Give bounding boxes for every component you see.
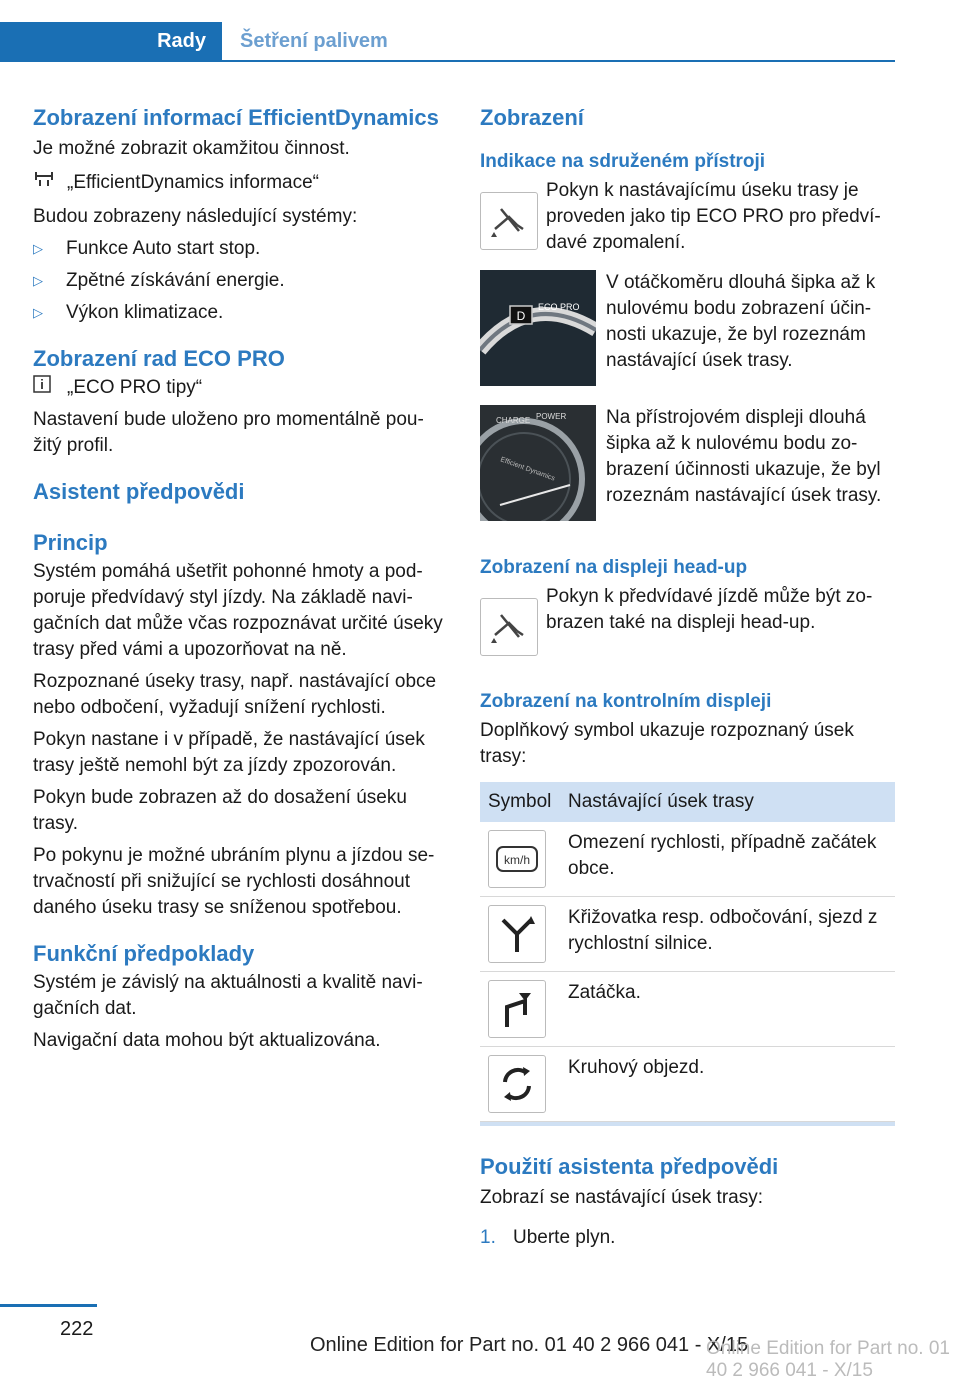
table-row: Zatáčka. bbox=[480, 972, 895, 1047]
paragraph: Po pokynu je možné ubráním plynu a jízdou se‐trvačností při snižující se rychlosti dosáhnout daného úseku trasy se sníženou spotřebou. bbox=[33, 845, 435, 918]
tachometer-photo bbox=[480, 270, 606, 391]
efficient-dynamics-label: Efficient Dynamics bbox=[499, 456, 556, 483]
left-column bbox=[33, 100, 449, 1054]
tachometer-image bbox=[480, 270, 596, 386]
heading-predictive-assistant: Asistent předpovědi bbox=[33, 479, 245, 504]
instrument-display-photo bbox=[480, 405, 606, 526]
paragraph: Navigační data mohou být aktualizována. bbox=[33, 1030, 381, 1051]
page-number: 222 bbox=[60, 1318, 94, 1340]
roundabout-icon bbox=[488, 1055, 546, 1113]
systems-list bbox=[33, 236, 449, 326]
bullet-triangle-icon: ▷ bbox=[33, 305, 43, 320]
curve-icon bbox=[488, 980, 546, 1038]
table-row: Křižovatka resp. odbočování, sjezd z rychlostní silnice. bbox=[480, 897, 895, 972]
symbol-table bbox=[480, 782, 895, 1122]
menu-entry-info: „EfficientDynamics informace“ bbox=[33, 168, 449, 198]
heading-control-display: Zobrazení na kontrolním displeji bbox=[480, 691, 772, 712]
gear-indicator: D bbox=[516, 309, 526, 323]
power-label: POWER bbox=[536, 412, 567, 421]
table-row: Kruhový objezd. bbox=[480, 1047, 895, 1122]
step-number: 1. bbox=[480, 1227, 496, 1248]
chapter-tab[interactable]: Rady bbox=[0, 22, 222, 62]
charge-label: CHARGE bbox=[496, 416, 531, 425]
page-number-rule bbox=[0, 1304, 97, 1307]
list-item: ▷ Výkon klimatizace. bbox=[33, 300, 449, 326]
heading-prerequisites: Funkční předpoklady bbox=[33, 941, 255, 966]
paragraph: Pokyn nastane i v případě, že nastávající úsek trasy ještě nemohl být za jízdy zpozorován. bbox=[33, 729, 425, 776]
cluster-hint: Pokyn k nastávajícímu úseku trasy je proveden jako tip ECO PRO pro předví‐davé zpomalení. bbox=[480, 178, 895, 256]
list-item: ▷ Zpětné získávání energie. bbox=[33, 268, 449, 294]
bullet-triangle-icon: ▷ bbox=[33, 273, 43, 288]
heading-cluster: Indikace na sdruženém přístroji bbox=[480, 151, 766, 172]
eco-pro-label: ECO PRO bbox=[538, 302, 580, 312]
eco-pro-anticipation-icon-box bbox=[480, 178, 546, 256]
heading-use-assistant: Použití asistenta předpovědi bbox=[480, 1154, 779, 1179]
paragraph: Systém je závislý na aktuálnosti a kvalitě navi‐gačních dat. bbox=[33, 972, 423, 1019]
paragraph: Pokyn bude zobrazen až do dosažení úseku trasy. bbox=[33, 787, 407, 834]
table-bottom-rule bbox=[480, 1122, 895, 1126]
speed-limit-icon bbox=[488, 830, 546, 888]
table-header-row bbox=[480, 782, 895, 822]
heading-efficientdynamics-info: Zobrazení informací EfficientDynamics bbox=[33, 105, 439, 130]
hud-icon-box bbox=[480, 584, 546, 656]
heading-head-up: Zobrazení na displeji head-up bbox=[480, 557, 748, 578]
heading-eco-pro-tips: Zobrazení rad ECO PRO bbox=[33, 346, 285, 371]
hud-hint: Pokyn k předvídavé jízdě může být zo‐brazen také na displeji head-up. bbox=[480, 584, 895, 656]
heading-principle: Princip bbox=[33, 530, 108, 555]
column-header-symbol: Symbol bbox=[480, 782, 560, 822]
edition-footer: Online Edition for Part no. 01 40 2 966 041 - X/15 bbox=[310, 1334, 749, 1356]
kmh-label: km/h bbox=[503, 853, 531, 867]
instrument-figure: CHARGE POWER Efficient Dynamics Na přístrojovém displeji dlouhá šipka až k nulovému bodu zo‐brazení účinnosti ukazuje, že byl rozeznám nastávající úsek trasy. bbox=[480, 405, 895, 526]
paragraph: Je možné zobrazit okamžitou činnost. bbox=[33, 138, 350, 159]
paragraph: Budou zobrazeny následující systémy: bbox=[33, 206, 358, 227]
header-rule bbox=[0, 60, 895, 62]
efficientdynamics-menu-icon bbox=[33, 168, 67, 198]
paragraph: Rozpoznané úseky trasy, např. nastávající obce nebo odbočení, vyžadují snížení rychlosti. bbox=[33, 671, 437, 718]
watermark: Online Edition for Part no. 01 40 2 966 041 - X/15 bbox=[706, 1338, 950, 1381]
right-column bbox=[480, 100, 895, 1251]
section-tab[interactable]: Šetření palivem bbox=[240, 30, 388, 52]
step-item: 1. Uberte plyn. bbox=[480, 1225, 895, 1251]
list-item: ▷ Funkce Auto start stop. bbox=[33, 236, 449, 262]
instrument-display-image bbox=[480, 405, 596, 521]
info-icon bbox=[33, 375, 67, 401]
tacho-figure: D ECO PRO V otáčkoměru dlouhá šipka až k nulovému bodu zobrazení účin‐nosti ukazuje, že byl rozeznám nastávající úsek trasy. bbox=[480, 270, 895, 391]
menu-entry-tips: „ECO PRO tipy“ bbox=[33, 375, 449, 401]
heading-display: Zobrazení bbox=[480, 105, 584, 130]
paragraph: Nastavení bude uloženo pro momentálně pou‐žitý profil. bbox=[33, 409, 424, 456]
paragraph: Zobrazí se nastávající úsek trasy: bbox=[480, 1187, 764, 1208]
paragraph: Doplňkový symbol ukazuje rozpoznaný úsek trasy: bbox=[480, 720, 854, 767]
page-header bbox=[0, 22, 895, 62]
eco-pro-anticipation-icon bbox=[480, 192, 538, 250]
paragraph: Systém pomáhá ušetřit pohonné hmoty a pod‐poruje předvídavý styl jízdy. Na základě navi‐gačních dat může včas rozpoznávat určité úseky trasy před vámi a upozorňovat na ně. bbox=[33, 561, 443, 660]
eco-pro-anticipation-icon bbox=[480, 598, 538, 656]
table-row: km/h Omezení rychlosti, případně začátek obce. bbox=[480, 822, 895, 897]
column-header-section: Nastávající úsek trasy bbox=[560, 782, 895, 822]
bullet-triangle-icon: ▷ bbox=[33, 241, 43, 256]
junction-icon bbox=[488, 905, 546, 963]
